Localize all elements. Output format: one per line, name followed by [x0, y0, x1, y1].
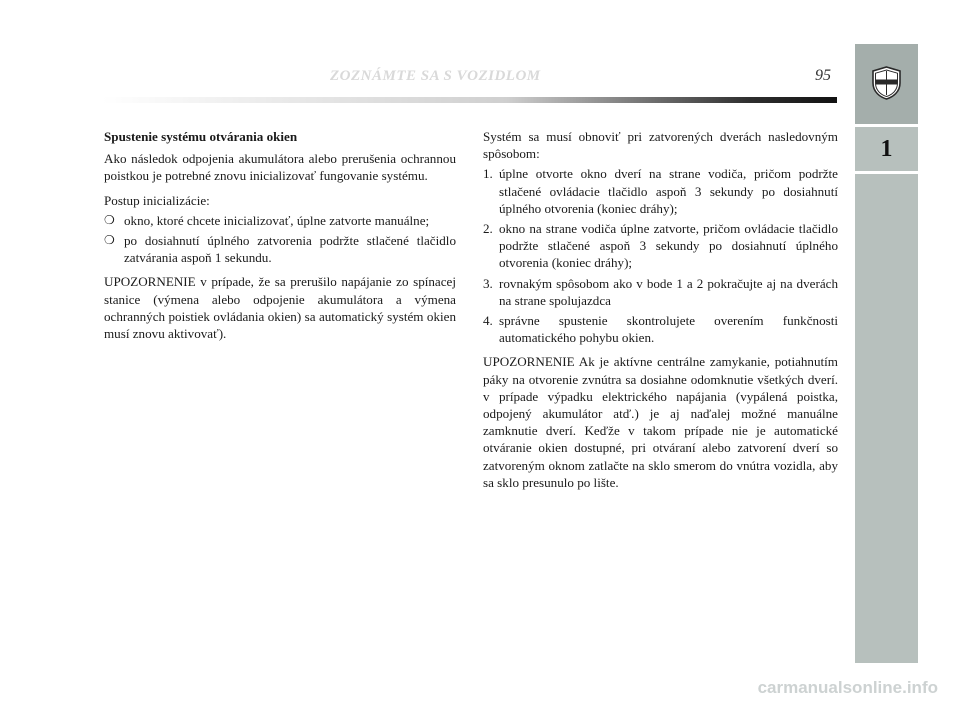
header-rule-divider: [102, 97, 837, 103]
procedure-label: Postup inicializácie:: [104, 192, 210, 208]
list-item-text: úplne otvorte okno dverí na strane vodiča, pričom podržte stlačené ovládacie tlačidlo aspoň 3 sekundy po dosiahnutí úplného otvorenia (koniec dráhy);: [499, 166, 838, 216]
sidebar-logo-box: [855, 44, 918, 124]
step-number: 3.: [483, 275, 493, 291]
chapter-number: 1: [880, 136, 893, 162]
list-item: [483, 312, 838, 346]
watermark-text: carmanualsonline.info: [757, 678, 938, 697]
list-item: [483, 275, 838, 309]
list-item-text: okno na strane vodiča úplne zatvorte, pričom ovládacie tlačidlo podržte stlačené aspoň 3 sekundy po dosiahnutí úplného otvorenia (koniec dráhy);: [499, 221, 838, 271]
list-item-text: okno, ktoré chcete inicializovať, úplne zatvorte manuálne;: [124, 212, 430, 228]
chapter-sidebar: [855, 44, 918, 663]
page-number: 95: [815, 67, 831, 84]
section-heading: Spustenie systému otvárania okien: [104, 129, 298, 144]
left-text-column: [104, 128, 456, 349]
list-item: [483, 165, 838, 217]
right-text-column: [483, 128, 838, 498]
list-item: [104, 232, 456, 266]
list-item-text: rovnakým spôsobom ako v bode 1 a 2 pokračujte aj na dverách na strane spolujazdca: [499, 275, 838, 308]
list-item: [104, 212, 456, 229]
step-number: 1.: [483, 166, 493, 182]
bullet-circle-icon: ❍: [104, 212, 115, 227]
list-item-text: správne spustenie skontrolujete overením funkčnosti automatického pohybu okien.: [499, 313, 838, 346]
step-number: 2.: [483, 221, 493, 237]
bullet-circle-icon: ❍: [104, 233, 115, 248]
warning-paragraph: UPOZORNENIE v prípade, že sa prerušilo napájanie zo spínacej stanice (výmena alebo odpojenie akumulátora a výmena ochranných poistiek ovládania okien) sa automatický systém okien musí znovu aktivovať).: [104, 274, 456, 342]
numbered-list: [483, 165, 838, 346]
sidebar-divider: [855, 171, 918, 174]
running-header-title: ZOZNÁMTE SA S VOZIDLOM: [330, 68, 541, 84]
sidebar-divider: [855, 124, 918, 127]
lancia-logo-icon: [871, 66, 902, 100]
intro-paragraph: Ako následok odpojenia akumulátora alebo prerušenia ochrannou poistkou je potrebné znovu inicializovať fungovanie systému.: [104, 151, 456, 184]
list-item: [483, 220, 838, 272]
step-number: 4.: [483, 313, 493, 329]
list-item-text: po dosiahnutí úplného zatvorenia podržte stlačené tlačidlo zatvárania aspoň 1 sekundu.: [124, 233, 456, 266]
intro-paragraph: Systém sa musí obnoviť pri zatvorených dverách nasledovným spôsobom:: [483, 129, 838, 162]
bullet-list: [104, 212, 456, 267]
warning-paragraph: UPOZORNENIE Ak je aktívne centrálne zamykanie, potiahnutím páky na otvorenie zvnútra sa dosiahne odomknutie všetkých dverí. v prípade výpadku elektrického napájania (vypálená poistka, odpojený akumulátor atď.) je aj naďalej možné manuálne zamknutie dverí. Keďže v takom prípade nie je automatické otváranie okien dostupné, pri otváraní alebo zatvorení dverí so zatvoreným oknom zatlačte na sklo smerom do vnútra vozidla, aby sa sklo presunulo po lište.: [483, 354, 838, 490]
